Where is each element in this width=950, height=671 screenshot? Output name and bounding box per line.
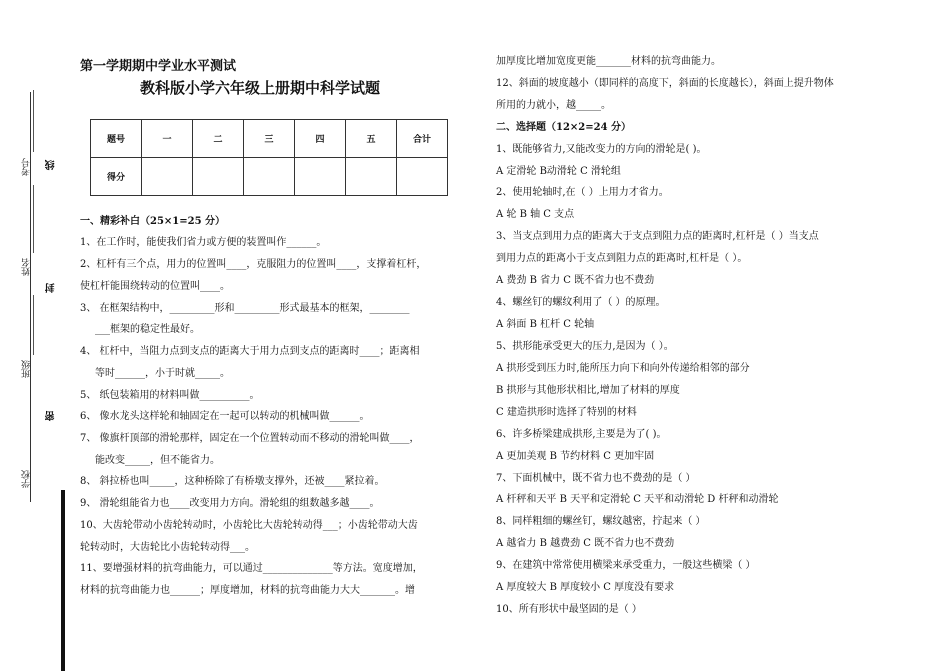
question-line: 7、下面机械中，既不省力也不费劲的是（ ）: [496, 473, 696, 484]
score-cell[interactable]: [244, 158, 295, 196]
question-line: 5、 纸包装箱用的材料叫做__________。: [80, 390, 260, 401]
exam-no-blank: [33, 90, 34, 152]
class-blank: [33, 295, 34, 355]
score-cell[interactable]: [397, 158, 448, 196]
question-line: 8、 斜拉桥也叫_____，这种桥除了有桥墩支撑外，还被____紧拉着。: [80, 476, 385, 487]
question-line: 9、 滑轮组能省力也____改变用力方向。滑轮组的组数越多越____。: [80, 498, 380, 509]
score-table-score-row: [91, 158, 448, 196]
school-label: 学校: [22, 470, 32, 488]
section-1-heading: 一、精彩补白（25×1=25 分）: [80, 216, 226, 227]
score-table: [90, 119, 448, 196]
score-header-cell: 三: [244, 120, 295, 158]
question-line: 能改变_____，但不能省力。: [95, 455, 220, 466]
score-cell[interactable]: [142, 158, 193, 196]
question-line: 6、许多桥梁建成拱形,主要是为了( )。: [496, 429, 667, 440]
question-line: 11、要增强材料的抗弯曲能力，可以通过______________等方法。宽度增加，: [80, 563, 423, 574]
score-header-cell: 一: [142, 120, 193, 158]
question-line: 1、在工作时，能使我们省力或方便的装置叫作______。: [80, 237, 327, 248]
score-header-cell: 题号: [91, 120, 142, 158]
option-line: A 定滑轮 B动滑轮 C 滑轮组: [496, 166, 621, 177]
question-line: 6、 像水龙头这样轮和轴固定在一起可以转动的机械叫做______。: [80, 411, 370, 422]
option-line: A 杆秤和天平 B 天平和定滑轮 C 天平和动滑轮 D 杆秤和动滑轮: [496, 494, 779, 505]
option-line: A 拱形受到压力时,能所压力向下和向外传递给相邻的部分: [496, 363, 750, 374]
question-line: 10、大齿轮带动小齿轮转动时，小齿轮比大齿轮转动得___；小齿轮带动大齿: [80, 520, 418, 531]
question-line: 2、杠杆有三个点，用力的位置叫____，克服阻力的位置叫____，支撑着杠杆，: [80, 259, 427, 270]
score-cell[interactable]: [193, 158, 244, 196]
question-line: ___框架的稳定性最好。: [95, 324, 200, 335]
score-row-label: 得分: [91, 158, 142, 196]
class-label: 班级: [22, 360, 32, 378]
score-header-cell: 四: [295, 120, 346, 158]
score-cell[interactable]: [346, 158, 397, 196]
question-line: 材料的抗弯曲能力也______；厚度增加，材料的抗弯曲能力大大_______。增: [80, 585, 415, 596]
section-2-heading: 二、选择题（12×2=24 分）: [496, 122, 632, 133]
question-line: 等时______，小于时就_____。: [95, 368, 230, 379]
question-line: 12、斜面的坡度越小（即同样的高度下，斜面的长度越长），斜面上提升物体: [496, 78, 834, 89]
question-line: 5、拱形能承受更大的压力,是因为（ ）。: [496, 341, 674, 352]
score-header-cell: 合计: [397, 120, 448, 158]
question-line: 7、 像旗杆顶部的滑轮那样，固定在一个位置转动而不移动的滑轮叫做____，: [80, 433, 420, 444]
score-header-cell: 五: [346, 120, 397, 158]
option-line: A 更加美观 B 节约材料 C 更加牢固: [496, 451, 655, 462]
page-title: 教科版小学六年级上册期中科学试题: [140, 79, 381, 97]
question-line: 3、 在框架结构中，_________形和_________形式最基本的框架，________: [80, 303, 410, 314]
exam-subtitle: 第一学期期中学业水平测试: [80, 59, 237, 74]
score-table-header-row: [91, 120, 448, 158]
question-line: 轮转动时，大齿轮比小齿轮转动得___。: [80, 542, 255, 553]
question-line: 4、螺丝钉的螺纹利用了（ ）的原理。: [496, 297, 666, 308]
name-label: 姓名: [22, 258, 32, 276]
question-line: 使杠杆能围绕转动的位置叫____。: [80, 281, 230, 292]
score-header-cell: 二: [193, 120, 244, 158]
question-line: 加厚度比增加宽度更能_______材料的抗弯曲能力。: [496, 56, 721, 67]
question-line: 2、使用轮轴时,在（ ）上用力才省力。: [496, 187, 669, 198]
option-line: A 厚度较大 B 厚度较小 C 厚度没有要求: [496, 582, 675, 593]
exam-no-label: 考号: [22, 158, 32, 176]
option-line: A 越省力 B 越费劲 C 既不省力也不费劲: [496, 538, 675, 549]
question-line: 到用力点的距离小于支点到阻力点的距离时,杠杆是（ ）。: [496, 253, 748, 264]
seal-secret-mark: 密: [46, 411, 57, 421]
option-line: A 轮 B 轴 C 支点: [496, 209, 575, 220]
question-line: 10、所有形状中最坚固的是（ ）: [496, 604, 642, 615]
seal-line-mark: 线: [46, 160, 57, 170]
question-line: 4、 杠杆中，当阻力点到支点的距离大于用力点到支点的距离时____；距离相: [80, 346, 420, 357]
question-line: 3、当支点到用力点的距离大于支点到阻力点的距离时,杠杆是（ ）当支点: [496, 231, 819, 242]
option-line: A 斜面 B 杠杆 C 轮轴: [496, 319, 595, 330]
name-blank: [33, 185, 34, 253]
question-line: 所用的力就小，越_____。: [496, 100, 611, 111]
margin-bar: [61, 490, 65, 671]
option-line: B 拱形与其他形状相比,增加了材料的厚度: [496, 385, 680, 396]
option-line: A 费劲 B 省力 C 既不省力也不费劲: [496, 275, 655, 286]
option-line: C 建造拱形时选择了特别的材料: [496, 407, 637, 418]
seal-seal-mark: 封: [46, 283, 57, 293]
question-line: 1、既能够省力,又能改变力的方向的滑轮是( )。: [496, 144, 707, 155]
score-cell[interactable]: [295, 158, 346, 196]
binding-line: [30, 92, 31, 502]
question-line: 8、同样粗细的螺丝钉，螺纹越密，拧起来（ ）: [496, 516, 706, 527]
question-line: 9、在建筑中常常使用横梁来承受重力，一般这些横梁（ ）: [496, 560, 756, 571]
